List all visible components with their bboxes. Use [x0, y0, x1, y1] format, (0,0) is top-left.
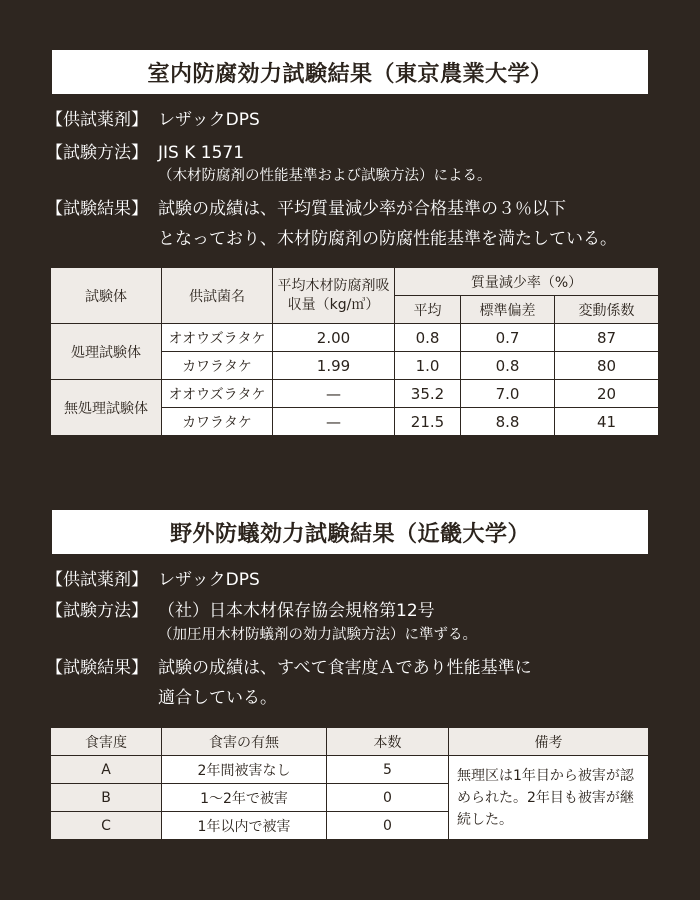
s1-agent-label: 【供試薬剤】 [46, 110, 148, 130]
table-row [51, 380, 659, 408]
table-row [51, 324, 659, 352]
s1-method-row [46, 140, 244, 166]
mean-cell: 0.8 [395, 324, 461, 352]
section2-title: 野外防蟻効力試験結果（近畿大学） [52, 510, 648, 554]
grade-cell: C [51, 812, 162, 840]
th-specimen: 試験体 [51, 268, 162, 324]
damage-cell: 2年間被害なし [162, 756, 327, 784]
sd-cell: 0.7 [461, 324, 555, 352]
grade-cell: A [51, 756, 162, 784]
count-cell: 0 [327, 784, 449, 812]
th-fungus: 供試菌名 [162, 268, 273, 324]
s1-method-sub: （木材防腐剤の性能基準および試験方法）による。 [158, 168, 492, 184]
section1-title: 室内防腐効力試験結果（東京農業大学） [52, 50, 648, 94]
note-cell: 無理区は1年目から被害が認められた。2年目も被害が継続した。 [449, 756, 649, 840]
s2-method-label: 【試験方法】 [46, 601, 148, 621]
cv-cell: 41 [555, 408, 659, 436]
s2-agent-value: レザックDPS [158, 570, 260, 590]
absorb-cell: 1.99 [273, 352, 395, 380]
s1-result-row [46, 196, 566, 222]
decay-test-table [50, 267, 659, 436]
s2-method-sub: （加圧用木材防蟻剤の効力試験方法）に準ずる。 [158, 627, 477, 643]
fungus-cell: オオウズラタケ [162, 324, 273, 352]
absorb-cell: 2.00 [273, 324, 395, 352]
s2-method-value: （社）日本木材保存協会規格第12号 [158, 601, 435, 621]
sd-cell: 7.0 [461, 380, 555, 408]
s2-result-line1: 試験の成績は、すべて食害度Ａであり性能基準に [158, 658, 532, 678]
s2-result-line2: 適合している。 [158, 688, 277, 708]
group-name: 処理試験体 [51, 324, 162, 380]
s1-method-value: JIS K 1571 [158, 143, 245, 163]
th-sd: 標準偏差 [461, 296, 555, 324]
fungus-cell: オオウズラタケ [162, 380, 273, 408]
cv-cell: 87 [555, 324, 659, 352]
sd-cell: 0.8 [461, 352, 555, 380]
cv-cell: 80 [555, 352, 659, 380]
fungus-cell: カワラタケ [162, 408, 273, 436]
s2-method-row [46, 598, 435, 624]
cv-cell: 20 [555, 380, 659, 408]
s1-result-line1: 試験の成績は、平均質量減少率が合格基準の３％以下 [158, 199, 566, 219]
damage-cell: 1年以内で被害 [162, 812, 327, 840]
s1-result-line2: となっており、木材防腐剤の防腐性能基準を満たしている。 [158, 229, 617, 249]
damage-cell: 1〜2年で被害 [162, 784, 327, 812]
absorb-cell: — [273, 408, 395, 436]
s1-result-label: 【試験結果】 [46, 199, 148, 219]
th-absorb: 平均木材防腐剤吸収量（kg/㎥） [273, 268, 395, 324]
th-grade: 食害度 [51, 728, 162, 756]
group-name: 無処理試験体 [51, 380, 162, 436]
th-mean: 平均 [395, 296, 461, 324]
th-cv: 変動係数 [555, 296, 659, 324]
s2-result-row [46, 655, 532, 681]
s2-agent-label: 【供試薬剤】 [46, 570, 148, 590]
s2-result-label: 【試験結果】 [46, 658, 148, 678]
th-massloss: 質量減少率（%） [395, 268, 659, 296]
count-cell: 5 [327, 756, 449, 784]
th-damage: 食害の有無 [162, 728, 327, 756]
mean-cell: 35.2 [395, 380, 461, 408]
table-row [51, 756, 649, 784]
mean-cell: 21.5 [395, 408, 461, 436]
sd-cell: 8.8 [461, 408, 555, 436]
th-count: 本数 [327, 728, 449, 756]
absorb-cell: — [273, 380, 395, 408]
count-cell: 0 [327, 812, 449, 840]
s1-agent-value: レザックDPS [158, 110, 260, 130]
termite-test-table [50, 727, 649, 840]
s1-method-label: 【試験方法】 [46, 143, 148, 163]
fungus-cell: カワラタケ [162, 352, 273, 380]
s1-agent-row [46, 107, 260, 133]
mean-cell: 1.0 [395, 352, 461, 380]
th-note: 備考 [449, 728, 649, 756]
grade-cell: B [51, 784, 162, 812]
s2-agent-row [46, 567, 260, 593]
